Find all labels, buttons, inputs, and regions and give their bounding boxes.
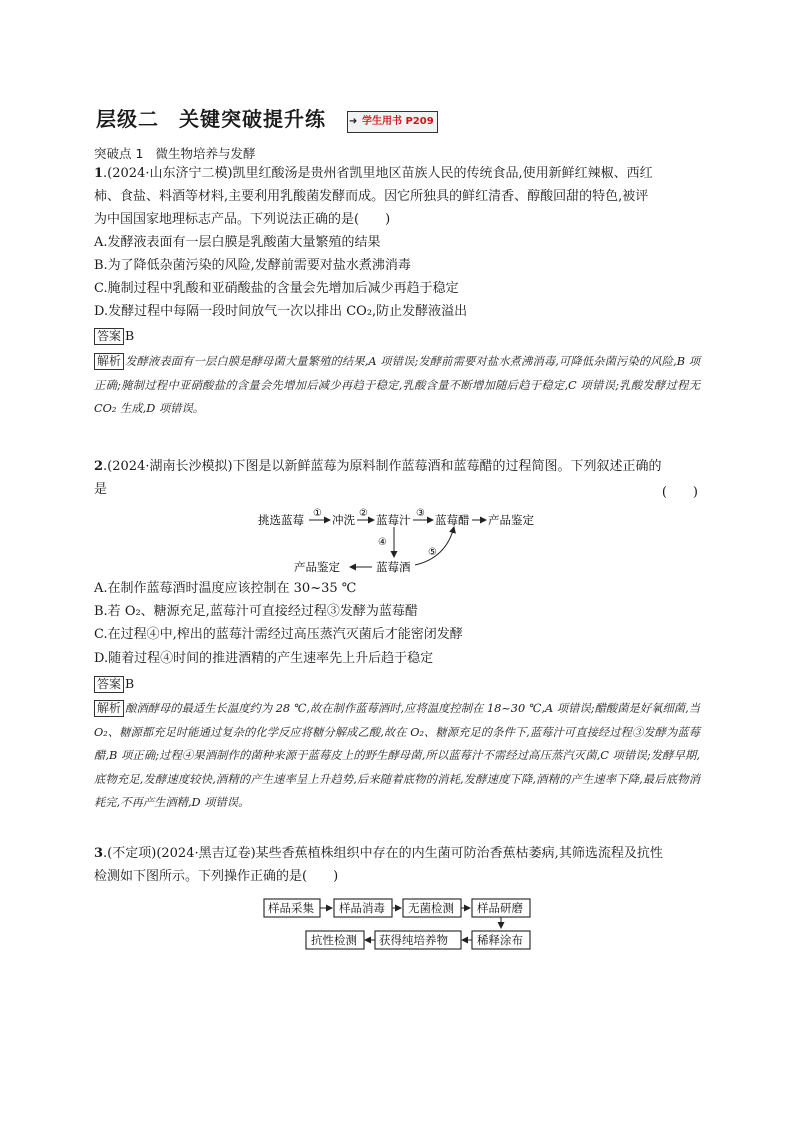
step-3-label: ③ [416, 508, 425, 519]
q2-option-b: B.若 O₂、糖源充足,蓝莓汁可直接经过程③发酵为蓝莓醋 [94, 604, 418, 619]
flow-text-sample-collect: 样品采集 [268, 901, 314, 915]
q3-line-2: 检测如下图所示。下列操作正确的是( ) [94, 869, 339, 884]
q2-line-2: 是 [94, 482, 108, 497]
explanation-label: 解析 [94, 700, 124, 717]
step-5-label: ⑤ [428, 547, 437, 558]
q2-text-1: .(2024·湖南长沙模拟)下图是以新鲜蓝莓为原料制作蓝莓酒和蓝莓醋的过程简图。下列叙述正确的 [103, 459, 662, 474]
q1-option-d: D.发酵过程中每隔一段时间放气一次以排出 CO₂,防止发酵液溢出 [94, 304, 468, 319]
q2-option-a: A.在制作蓝莓酒时温度应该控制在 30~35 ℃ [94, 581, 357, 596]
answer-label: 答案 [94, 328, 124, 345]
q3-line-1 [94, 843, 663, 865]
flow-text-pure-culture: 获得纯培养物 [379, 933, 448, 947]
q3-text-1: .(不定项)(2024·黑吉辽卷)某些香蕉植株组织中存在的内生菌可防治香蕉枯萎病,其筛选流程及抗性 [103, 846, 663, 861]
flow-text-dilution-plating: 稀释涂布 [477, 933, 523, 947]
flow-text-sterility-test: 无菌检测 [408, 901, 454, 915]
node-product-test-2: 产品鉴定 [294, 560, 340, 574]
student-book-tag-text: 学生用书 P209 [362, 116, 434, 127]
q2-option-c: C.在过程④中,榨出的蓝莓汁需经过高压蒸汽灭菌后才能密闭发酵 [94, 627, 463, 642]
arrow-right-icon: ➜ [349, 116, 358, 127]
q1-explanation-text: 发酵液表面有一层白膜是酵母菌大量繁殖的结果,A 项错误;发酵前需要对盐水煮沸消毒,可降低杂菌污染的风险,B 项正确;腌制过程中亚硝酸盐的含量会先增加后减少再趋于稳定,乳酸含量不断增加随后趋于稳定,C 项错误;乳酸发酵过程无 CO₂ 生成,D 项错误。 [94, 355, 700, 415]
step-4-label: ④ [378, 537, 387, 548]
node-blueberry-vinegar: 蓝莓醋 [435, 513, 470, 527]
step-2-label: ② [359, 508, 368, 519]
arrow-step-5 [415, 527, 454, 565]
q2-answer-blank: ( ) [661, 485, 698, 500]
student-book-tag [347, 111, 438, 133]
q2-option-d: D.随着过程④时间的推进酒精的产生速率先上升后趋于稳定 [94, 651, 434, 666]
q1-line-3: 为中国国家地理标志产品。下列说法正确的是( ) [94, 212, 391, 227]
node-select-blueberry: 挑选蓝莓 [258, 513, 304, 527]
node-blueberry-juice: 蓝莓汁 [376, 513, 411, 527]
q1-answer [94, 326, 134, 346]
q2-answer [94, 674, 134, 694]
flow-text-sample-disinfect: 样品消毒 [339, 901, 385, 915]
q2-explanation [94, 697, 700, 815]
explanation-label: 解析 [94, 353, 124, 370]
q1-option-c: C.腌制过程中乳酸和亚硝酸盐的含量会先增加后减少再趋于稳定 [94, 281, 459, 296]
node-wash: 冲洗 [332, 513, 355, 527]
q1-option-a: A.发酵液表面有一层白膜是乳酸菌大量繁殖的结果 [94, 235, 381, 250]
q1-explanation [94, 350, 700, 421]
q3-flowchart [258, 895, 538, 955]
answer-label: 答案 [94, 676, 124, 693]
q1-answer-value: B [125, 328, 135, 343]
section-label: 突破点 1 [94, 146, 144, 161]
flow-text-sample-grind: 样品研磨 [477, 901, 523, 915]
flow-text-resistance-test: 抗性检测 [311, 933, 357, 947]
section-name: 微生物培养与发酵 [155, 146, 256, 161]
heading-title: 关键突破提升练 [179, 107, 326, 131]
q1-line-1 [94, 163, 653, 185]
q2-line-1 [94, 456, 662, 478]
node-blueberry-wine: 蓝莓酒 [376, 560, 411, 574]
q2-explanation-text: 酿酒酵母的最适生长温度约为 28 ℃,故在制作蓝莓酒时,应将温度控制在 18~30 ℃,A 项错误;醋酸菌是好氧细菌,当 O₂、糖源都充足时能通过复杂的化学反应将糖分解成乙酸,故在 O₂、糖源充足的条件下,蓝莓汁可直接经过程③发酵为蓝莓醋,B 项正确;过程④果酒制作的菌种来源于蓝莓皮上的野生酵母菌,所以蓝莓汁不需经过高压蒸汽灭菌,C 项错误;发酵早期,底物充足,发酵速度较快,酒精的产生速率呈上升趋势,后来随着底物的消耗,发酵速度下降,酒精的产生速率下降,最后底物消耗完,不再产生酒精,D 项错误。 [94, 702, 700, 809]
node-product-test-1: 产品鉴定 [488, 513, 534, 527]
q3-number: 3 [94, 846, 104, 861]
q2-number: 2 [94, 459, 104, 474]
step-1-label: ① [313, 508, 322, 519]
q1-number: 1 [94, 166, 104, 181]
q2-process-diagram [250, 503, 550, 579]
q2-answer-value: B [125, 676, 135, 691]
q1-option-b: B.为了降低杂菌污染的风险,发酵前需要对盐水煮沸消毒 [94, 258, 411, 273]
q1-text-1: .(2024·山东济宁二模)凯里红酸汤是贵州省凯里地区苗族人民的传统食品,使用新鲜红辣椒、西红 [103, 166, 653, 181]
heading-level: 层级二 [96, 107, 159, 131]
page-heading [96, 103, 326, 132]
section-title [94, 144, 255, 162]
q1-line-2: 柿、食盐、料酒等材料,主要利用乳酸菌发酵而成。因它所独具的鲜红清香、醇酸回甜的特色,被评 [94, 189, 649, 204]
